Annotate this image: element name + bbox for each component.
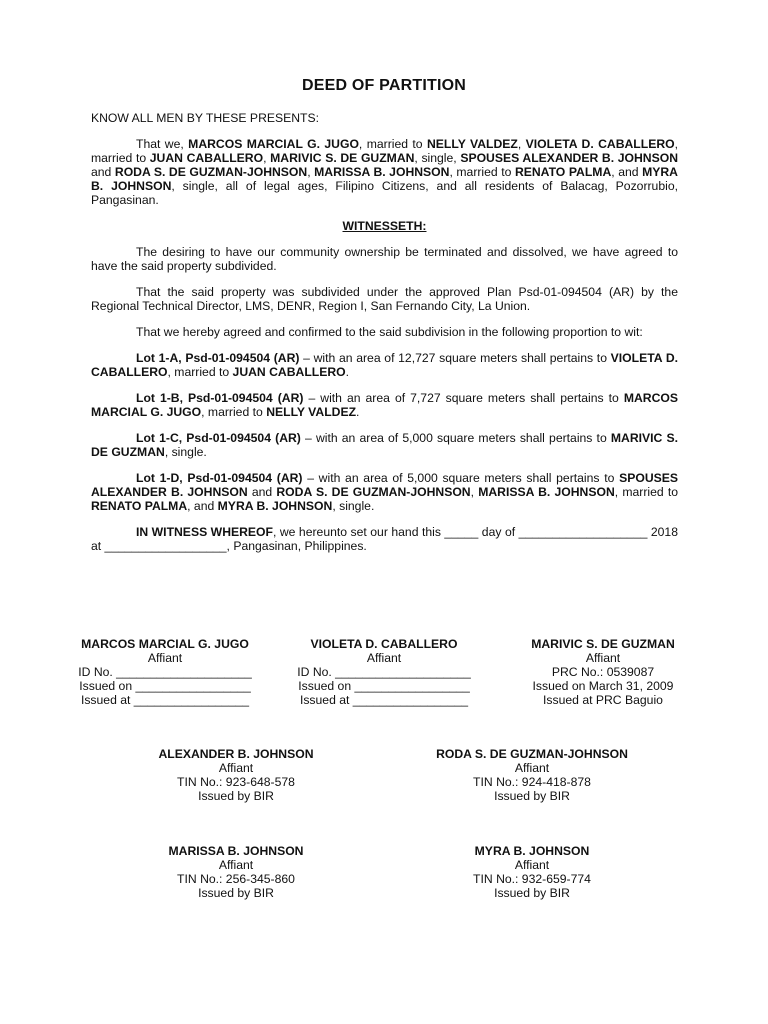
party-name: MARIVIC S. DE GUZMAN [270,151,415,165]
text-span: . [356,405,360,419]
text-span: – with an area of 12,727 square meters shall pertains to [299,351,611,365]
signatory-name: MARCOS MARCIAL G. JUGO [81,637,249,651]
signatory-name: MARIVIC S. DE GUZMAN [531,637,675,651]
witness-lead: IN WITNESS WHEREOF [136,525,273,539]
owner-name: RODA S. DE GUZMAN-JOHNSON [276,485,471,499]
witness-whereof-paragraph [91,525,678,553]
text-span: , married to [91,137,679,165]
owner-name: MYRA B. JOHNSON [217,499,333,513]
signature-block-de-guzman [488,637,718,707]
lot-label: Lot 1-A, Psd-01-094504 (AR) [136,351,300,365]
signatory-id-line: ID No. ____________________ [78,665,252,679]
lot-label: Lot 1-C, Psd-01-094504 (AR) [136,431,301,445]
signatory-issued-by: Issued by BIR [198,789,274,803]
lot-label: Lot 1-D, Psd-01-094504 (AR) [136,471,303,485]
text-span: – with an area of 5,000 square meters shall pertains to [302,471,620,485]
party-name: JUAN CABALLERO [149,151,264,165]
signature-block-myra-johnson [417,844,647,900]
text-span: , and [187,499,218,513]
signatory-issued-by: Issued by BIR [494,789,570,803]
signatory-role: Affiant [514,761,550,775]
owner-name: NELLY VALDEZ [266,405,357,419]
lot-1d-paragraph [91,471,678,513]
witnesseth-heading: WITNESSETH: [342,219,427,233]
party-name: SPOUSES ALEXANDER B. JOHNSON [460,151,678,165]
party-name: NELLY VALDEZ [427,137,518,151]
signatory-id-line: TIN No.: 924-418-878 [473,775,591,789]
text-span: , [517,137,526,151]
text-span: That we, [136,137,189,151]
text-span: , single, all of legal ages, Filipino Citizens, and all residents of Balacag, Pozorrubio, Pangasinan. [91,179,678,207]
signatory-role: Affiant [218,858,254,872]
owner-name: JUAN CABALLERO [232,365,346,379]
text-span: – with an area of 7,727 square meters shall pertains to [303,391,624,405]
paragraph-desire: The desiring to have our community ownership be terminated and dissolved, we have agreed to have the said property subdivided. [91,245,678,273]
signatory-id-line: ID No. ____________________ [297,665,471,679]
text-span: and [91,165,115,179]
document-body [91,111,678,553]
party-name: MYRA B. JOHNSON [91,165,678,193]
owner-name: RENATO PALMA [91,499,188,513]
signatory-issued-by: Issued by BIR [494,886,570,900]
text-span: , [307,165,315,179]
owner-name: MARCOS MARCIAL G. JUGO [91,391,679,419]
signatory-role: Affiant [218,761,254,775]
signatory-name: MYRA B. JOHNSON [474,844,590,858]
party-name: MARISSA B. JOHNSON [314,165,450,179]
party-name: VIOLETA D. CABALLERO [525,137,675,151]
signatory-role: Affiant [366,651,402,665]
party-name: RODA S. DE GUZMAN-JOHNSON [114,165,308,179]
signatory-issued-at: Issued at _________________ [80,693,250,707]
party-name: RENATO PALMA [514,165,612,179]
signatory-issued-by: Issued by BIR [198,886,274,900]
parties-paragraph [91,137,678,207]
owner-name: SPOUSES ALEXANDER B. JOHNSON [91,471,679,499]
signature-block-caballero [269,637,499,707]
signatory-issued-on: Issued on _________________ [298,679,470,693]
signatory-issued-on: Issued on March 31, 2009 [532,679,674,693]
text-span: . [345,365,350,379]
lot-label: Lot 1-B, Psd-01-094504 (AR) [136,391,304,405]
paragraph-agreement: That we hereby agreed and confirmed to the said subdivision in the following proportion to wit: [136,325,643,339]
signatory-name: MARISSA B. JOHNSON [168,844,304,858]
text-span: – with an area of 5,000 square meters shall pertains to [300,431,611,445]
lot-1a-paragraph [91,351,678,379]
text-span: and [247,485,277,499]
owner-name: MARISSA B. JOHNSON [478,485,615,499]
party-name: MARCOS MARCIAL G. JUGO [188,137,359,151]
text-span: , married to [201,405,267,419]
signatory-id-line: PRC No.: 0539087 [551,665,655,679]
lot-1b-paragraph [91,391,678,419]
text-span: , married to [614,485,678,499]
paragraph-subdivision: That the said property was subdivided under the approved Plan Psd-01-094504 (AR) by the Regional Technical Director, LMS, DENR, Region I, San Fernando City, La Union. [91,285,678,313]
signatory-role: Affiant [147,651,183,665]
signatory-role: Affiant [514,858,550,872]
signature-block-roda-johnson [417,747,647,803]
signatory-issued-at: Issued at _________________ [299,693,469,707]
signatory-name: VIOLETA D. CABALLERO [310,637,458,651]
text-span: , single, [414,151,461,165]
signature-block-marissa-johnson [121,844,351,900]
lot-1c-paragraph [91,431,678,459]
text-span: , [470,485,479,499]
owner-name: VIOLETA D. CABALLERO [91,351,679,379]
owner-name: MARIVIC S. DE GUZMAN [91,431,679,459]
intro-line: KNOW ALL MEN BY THESE PRESENTS: [91,111,320,125]
text-span: , and [611,165,643,179]
signature-block-jugo [50,637,280,707]
signatory-id-line: TIN No.: 256-345-860 [177,872,295,886]
signatory-role: Affiant [585,651,621,665]
signature-block-alexander-johnson [121,747,351,803]
text-span: , single. [164,445,207,459]
signatory-issued-at: Issued at PRC Baguio [543,693,663,707]
text-span: , [263,151,271,165]
text-span: , we hereunto set our hand this _____ day of ___________________ 2018 at __________________, Pangasinan, Philippines. [91,525,678,553]
signatory-name: ALEXANDER B. JOHNSON [158,747,314,761]
signatory-issued-on: Issued on _________________ [79,679,251,693]
signatory-name: RODA S. DE GUZMAN-JOHNSON [436,747,628,761]
document-title: DEED OF PARTITION [302,77,466,94]
text-span: , married to [167,365,233,379]
text-span: , single. [332,499,375,513]
text-span: , married to [449,165,515,179]
signatory-id-line: TIN No.: 932-659-774 [473,872,591,886]
signatory-id-line: TIN No.: 923-648-578 [177,775,295,789]
text-span: , married to [358,137,427,151]
